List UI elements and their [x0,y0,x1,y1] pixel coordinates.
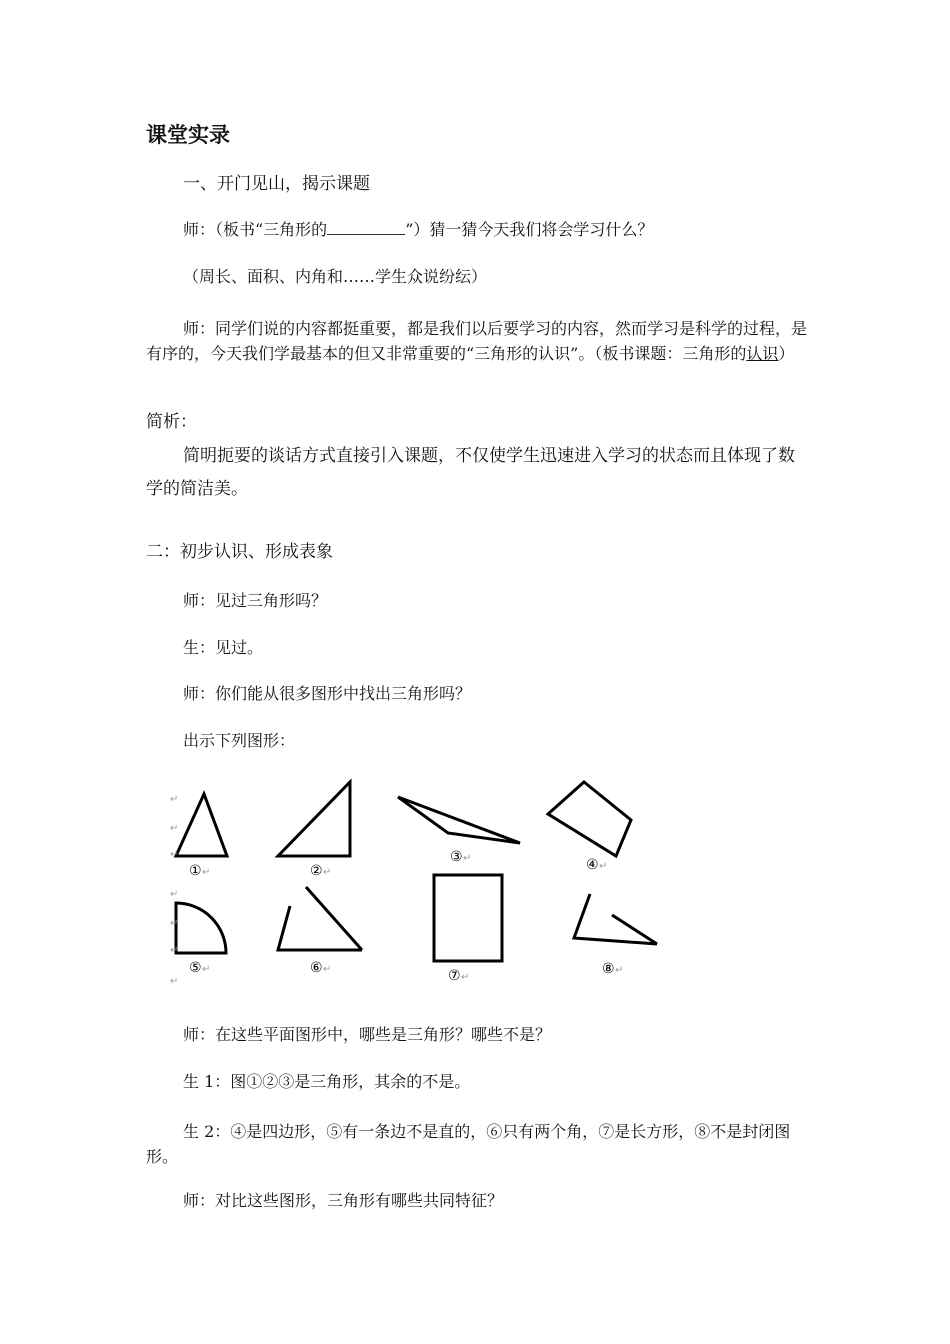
paragraph-mark: ↵ [615,965,624,976]
paragraph-mark: ↵ [170,945,179,956]
paragraph-mark: ↵ [170,849,179,860]
shape-4-quadrilateral [548,782,631,856]
figure-label-4: ④ [586,857,599,873]
paragraph-mark: ↵ [323,964,332,975]
shapes-figure [160,772,680,991]
teacher-paragraph [146,316,810,366]
paragraph-mark: ↵ [323,867,332,878]
teacher-paragraph-text: 师：同学们说的内容都挺重要，都是我们以后要学习的内容，然而学习是科学的过程，是有序的，今天我们学最基本的但又非常重要的“三角形的认识”。（板书课题：三角形的 [146,319,808,363]
analysis-text: 简明扼要的谈话方式直接引入课题，不仅使学生迅速进入学习的状态而且体现了数学的简洁美。 [146,446,795,499]
analysis-label: 简析： [146,412,197,432]
paragraph-mark: ↵ [170,918,179,929]
shape-6-open-angle [278,906,362,950]
figure-label-6: ⑥ [310,960,323,976]
figure-label-2: ② [310,863,323,879]
dialog-line: 出示下列图形： [183,731,296,750]
dialog-line: 师：对比这些图形，三角形有哪些共同特征？ [183,1191,504,1210]
section1-heading: 一、开门见山，揭示课题 [183,174,370,194]
underlined-word: 认识 [746,344,779,363]
paragraph-mark: ↵ [202,964,211,975]
figure-label-7: ⑦ [448,968,461,984]
dialog-line: 生 1：图①②③是三角形，其余的不是。 [183,1072,471,1091]
shape-6-side [306,887,362,950]
figure-label-3: ③ [450,849,463,865]
figure-label-5: ⑤ [189,960,202,976]
teacher-line-1-start: 师：（板书“三角形的 [183,220,328,239]
dialog-line: 师：你们能从很多图形中找出三角形吗？ [183,684,472,703]
student-2-paragraph: 生 2：④是四边形，⑤有一条边不是直的，⑥只有两个角，⑦是长方形，⑧不是封闭图形。 [146,1122,791,1166]
student-responses: （周长、面积、内角和……学生众说纷纭） [183,267,488,286]
paragraph-mark: ↵ [170,889,179,900]
shape-8-side [612,915,657,944]
paragraph-mark: ↵ [599,861,608,872]
paragraph-mark: ↵ [170,823,179,834]
dialog-line: 师：见过三角形吗？ [183,591,328,610]
paragraph-mark: ↵ [202,867,211,878]
teacher-paragraph-close: ） [778,344,795,363]
figure-label-1: ① [189,863,202,879]
paragraph-mark: ↵ [170,794,179,805]
teacher-line-1-end: ”）猜一猜今天我们将会学习什么？ [405,220,654,239]
shape-7-rectangle [434,875,502,961]
shapes-diagram [160,772,680,987]
blank-line [327,220,405,235]
paragraph-mark: ↵ [170,976,179,987]
paragraph-mark: ↵ [463,853,472,864]
dialog-line: 生：见过。 [183,638,264,657]
paragraph-mark: ↵ [461,972,470,983]
shape-3-triangle [398,797,520,843]
shape-1-triangle [176,794,227,856]
teacher-line-1 [183,219,653,241]
dialog-line: 师：在这些平面图形中，哪些是三角形？哪些不是？ [183,1025,552,1044]
shape-2-triangle [278,782,350,856]
page-title: 课堂实录 [146,123,230,147]
figure-label-8: ⑧ [602,961,615,977]
section2-heading: 二：初步认识、形成表象 [146,542,333,562]
shape-5-sector [176,903,226,953]
